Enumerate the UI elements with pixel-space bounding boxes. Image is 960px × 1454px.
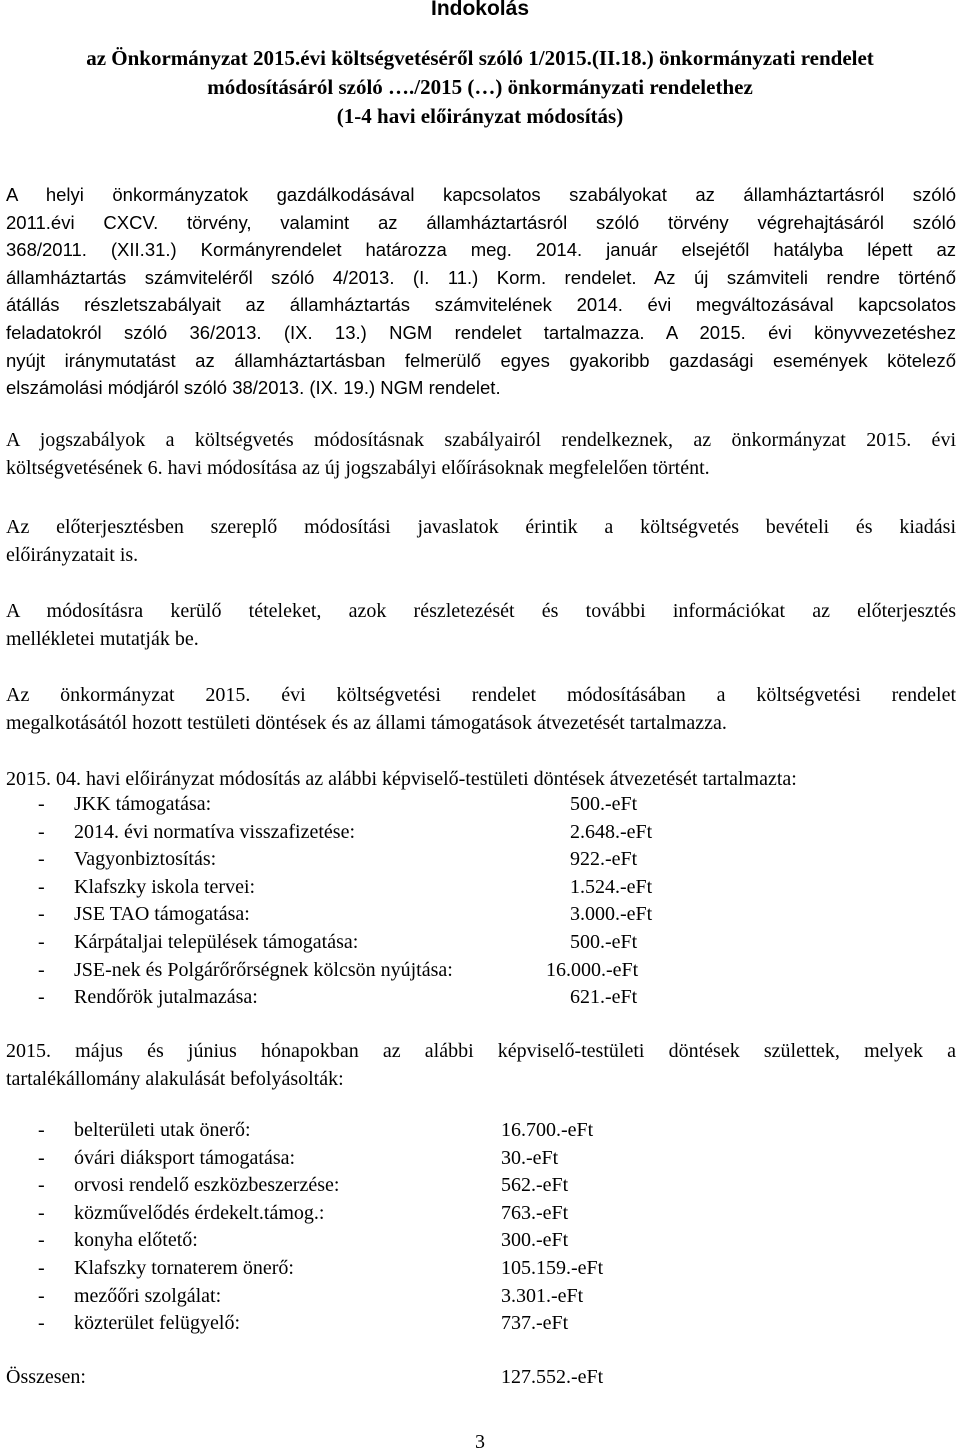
subtitle-line: az Önkormányzat 2015.évi költségvetéséről szóló 1/2015.(II.18.) önkormányzati rendelet: [86, 46, 874, 70]
paragraph-line: költségvetésének 6. havi módosítása az új jogszabályi előírásoknak megfelelően történt.: [6, 457, 710, 480]
item-label: Vagyonbiztosítás:: [74, 848, 217, 871]
intro-line: államháztartás számviteléről szóló 4/2013. (I. 11.) Korm. rendelet. Az új számviteli rendre történő: [6, 266, 956, 288]
list-dash: -: [38, 793, 45, 815]
list-item: [6, 1202, 956, 1230]
item-label: Klafszky tornaterem önerő:: [74, 1256, 294, 1279]
list-dash: -: [38, 1174, 45, 1197]
item-label: közművelődés érdekelt.támog.:: [74, 1201, 325, 1224]
item-value: 1.524.-eFt: [570, 875, 653, 898]
paragraph-line: Az előterjesztésben szereplő módosítási javaslatok érintik a költségvetés bevételi és kiadási: [6, 516, 956, 538]
item-value: 3.301.-eFt: [501, 1284, 584, 1307]
intro-line: 368/2011. (XII.31.) Kormányrendelet határozza meg. 2014. január elsejétől hatályba lépett az: [6, 239, 956, 261]
total-row: [6, 1366, 956, 1394]
item-label: konyha előtető:: [74, 1229, 198, 1252]
list1-intro: [6, 765, 956, 793]
item-label: orvosi rendelő eszközbeszerzése:: [74, 1174, 340, 1197]
list-item: [6, 1119, 956, 1147]
subtitle-line: módosításáról szóló …./2015 (…) önkormányzati rendelethez: [207, 75, 753, 99]
list-dash: -: [38, 1119, 45, 1141]
item-label: Kárpátaljai települések támogatása:: [74, 930, 359, 953]
intro-line: elszámolási módjáról szóló 38/2013. (IX. 19.) NGM rendelet.: [6, 377, 501, 399]
item-value: 500.-eFt: [570, 930, 638, 953]
paragraph-attachments: [6, 597, 956, 654]
list-dash: -: [38, 1256, 45, 1279]
paragraph-line: Az önkormányzat 2015. évi költségvetési rendelet módosításában a költségvetési rendelet: [6, 684, 956, 706]
item-value: 922.-eFt: [570, 848, 638, 871]
item-label: 2014. évi normatíva visszafizetése:: [74, 820, 356, 843]
list-dash: -: [38, 875, 45, 898]
list-item: [6, 821, 956, 849]
item-value: 16.700.-eFt: [501, 1119, 594, 1141]
intro-line: A helyi önkormányzatok gazdálkodásával kapcsolatos szabályokat az államháztartásról szóló: [6, 184, 956, 205]
item-value: 621.-eFt: [570, 986, 638, 1009]
item-value: 2.648.-eFt: [570, 820, 653, 843]
list-item: [6, 876, 956, 904]
item-value: 300.-eFt: [501, 1229, 569, 1252]
list-item: [6, 1229, 956, 1257]
item-label: mezőőri szolgálat:: [74, 1284, 222, 1307]
item-value: 562.-eFt: [501, 1174, 569, 1197]
list-dash: -: [38, 1146, 45, 1169]
subtitle-line: (1-4 havi előirányzat módosítás): [336, 104, 624, 128]
item-label: JSE-nek és Polgárőrőrségnek kölcsön nyújtása:: [74, 958, 453, 981]
paragraph-line: 2015. május és június hónapokban az alábbi képviselő-testületi döntések születtek, melyek a: [6, 1040, 956, 1062]
item-label: közterület felügyelő:: [74, 1312, 241, 1335]
item-label: JKK támogatása:: [74, 793, 212, 815]
item-value: 30.-eFt: [501, 1146, 559, 1169]
paragraph-line: A jogszabályok a költségvetés módosításnak szabályairól rendelkeznek, az önkormányzat 2015. évi: [6, 429, 956, 451]
item-value: 500.-eFt: [570, 793, 638, 815]
page-number: 3: [475, 1431, 485, 1453]
decisions-list-may-june: [6, 1119, 956, 1340]
list-dash: -: [38, 986, 45, 1009]
list-dash: -: [38, 930, 45, 953]
document-subtitle: [0, 44, 960, 131]
item-value: 105.159.-eFt: [501, 1256, 604, 1279]
list-item: [6, 986, 956, 1014]
list-item: [6, 959, 956, 987]
list-item: [6, 903, 956, 931]
list-dash: -: [38, 958, 45, 981]
intro-line: átállás részletszabályait az államháztartás számvitelének 2014. évi megváltozásával kapcsolatos: [6, 294, 956, 316]
paragraph-legal-basis: [6, 426, 956, 483]
paragraph-line: A módosításra kerülő tételeket, azok részletezését és további információkat az előterjesztés: [6, 600, 956, 622]
item-label: Klafszky iskola tervei:: [74, 875, 256, 898]
item-label: óvári diáksport támogatása:: [74, 1146, 296, 1169]
document-heading: Indokolás: [430, 0, 530, 20]
item-label: JSE TAO támogatása:: [74, 903, 250, 926]
paragraph-line: 2015. 04. havi előirányzat módosítás az alábbi képviselő-testületi döntések átvezetését tartalmazta:: [6, 768, 797, 790]
paragraph-amendment: [6, 681, 956, 738]
item-label: Rendőrök jutalmazása:: [74, 986, 258, 1009]
paragraph-line: tartalékállomány alakulását befolyásolták:: [6, 1068, 344, 1091]
list-dash: -: [38, 1201, 45, 1224]
list-dash: -: [38, 903, 45, 926]
list-item: [6, 1285, 956, 1313]
list-dash: -: [38, 1312, 45, 1335]
list-item: [6, 931, 956, 959]
list-dash: -: [38, 820, 45, 843]
item-label: belterületi utak önerő:: [74, 1119, 251, 1141]
paragraph-line: megalkotásától hozott testületi döntések és az állami támogatások átvezetését tartalmazza.: [6, 712, 727, 735]
intro-paragraph: [6, 181, 956, 402]
list-item: [6, 848, 956, 876]
paragraph-proposal: [6, 513, 956, 570]
list-dash: -: [38, 1284, 45, 1307]
list-item: [6, 1174, 956, 1202]
paragraph-line: előirányzatait is.: [6, 544, 139, 567]
item-value: 737.-eFt: [501, 1312, 569, 1335]
total-label: Összesen:: [6, 1366, 86, 1388]
item-value: 763.-eFt: [501, 1201, 569, 1224]
intro-line: nyújt iránymutatást az államháztartásban felmerülő egyes gyakoribb gazdasági események kötelező: [6, 349, 956, 371]
list-dash: -: [38, 1229, 45, 1252]
list-item: [6, 1147, 956, 1175]
list-item: [6, 1312, 956, 1340]
list-item: [6, 793, 956, 821]
paragraph-line: mellékletei mutatják be.: [6, 628, 199, 651]
intro-line: 2011.évi CXCV. törvény, valamint az államháztartásról szóló törvény végrehajtásáról szóló: [6, 211, 956, 233]
intro-line: feladatokról szóló 36/2013. (IX. 13.) NGM rendelet tartalmazza. A 2015. évi könyvvezetéshez: [6, 321, 956, 343]
item-value: 3.000.-eFt: [570, 903, 653, 926]
total-value: 127.552.-eFt: [501, 1366, 604, 1388]
list-dash: -: [38, 848, 45, 871]
item-value: 16.000.-eFt: [546, 958, 639, 981]
list2-intro: [6, 1037, 956, 1094]
decisions-list-april: [6, 793, 956, 1014]
list-item: [6, 1257, 956, 1285]
